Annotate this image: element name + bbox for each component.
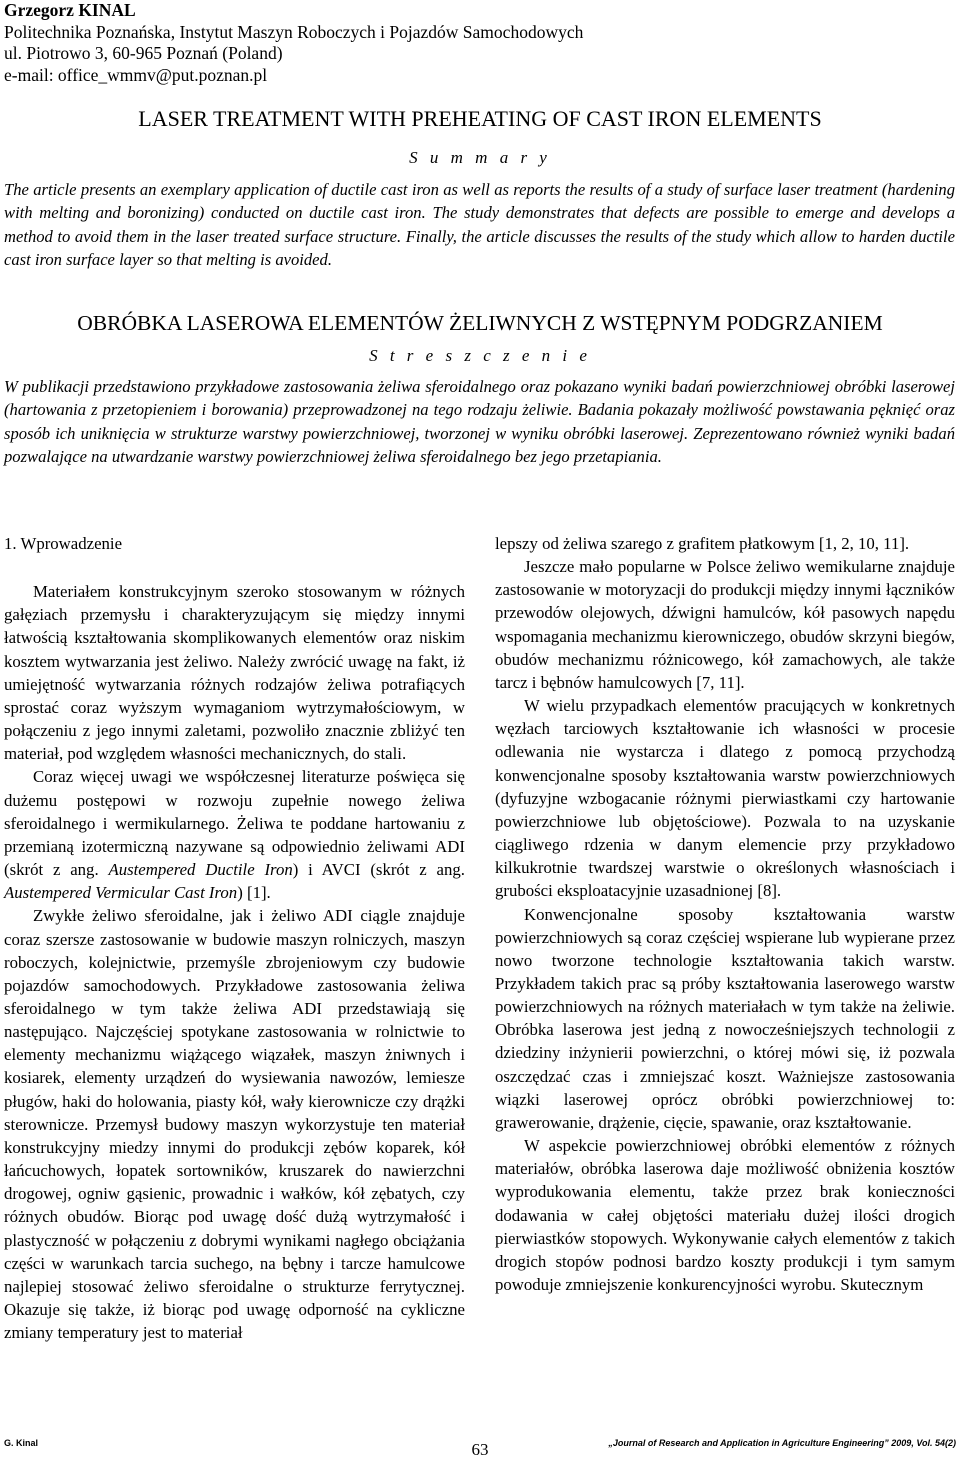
section-heading: 1. Wprowadzenie: [4, 534, 123, 553]
body-paragraph: Jeszcze mało popularne w Polsce żeliwo wemikularne znajduje zastosowanie w motoryzacji do produkcji między innymi łączników przewodów olejowych, dźwigni hamulców, kół pasowych napędu wspomagania mechanizmu kierowniczego, obudów skrzyni biegów, obudów mechanizmu różnicowego, kół zamachowych, ale także tarcz i bębnów hamulcowych [7, 11].: [495, 557, 955, 692]
author-affiliation: Politechnika Poznańska, Instytut Maszyn Roboczych i Pojazdów Samochodowych: [4, 21, 584, 42]
body-paragraph: Konwencjonalne sposoby kształtowania warstw powierzchniowych są coraz częściej wspierane lub wypierane przez nowo tworzone technologie kształtowania takich warstw. Przykładem takich prac są próby kształtowania laserowego warstw powierzchniowych na różnych materiałach w tym także na żeliwie. Obróbka laserowa jest jedną z nowocześniejszych technologii z dziedziny inżynierii powierzchni, o której mówi się, iż pozwala oszczędzać czas i zmniejszać koszt. Ważniejsze zastosowania wiązki laserowej oprócz obróbki powierzchniowej to: grawerowanie, drążenie, cięcie, spawanie, oraz kształtowanie.: [495, 904, 955, 1132]
streszczenie-heading: S t r e s z c z e n i e: [369, 346, 591, 365]
text-span: Coraz więcej uwagi we współczesnej literaturze poświęca się dużemu postępowi w rozwoju zupełnie nowego żeliwa sferoidalnego i wermikularnego. Żeliwa te poddane hartowaniu z przemianą izotermiczną nazywane są odpowiednio żeliwami ADI (skrót z ang.: [4, 767, 465, 880]
author-address: ul. Piotrowo 3, 60-965 Poznań (Poland): [4, 43, 283, 63]
body-paragraph: Zwykłe żeliwo sferoidalne, jak i żeliwo ADI ciągle znajduje coraz szersze zastosowanie w budowie maszyn rolniczych, maszyn roboczych, kolejnictwie, przemyśle zbrojeniowym czy budowie pojazdów samochodowych. Przykładowe zastosowania żeliwa sferoidalnego w tym także żeliwa ADI przedstawiają się następująco. Najczęściej spotykane zastosowania w rolnictwie to elementy mechanizmu wiążącego wiązałek, maszyn żniwnych i kosiarek, elementy urządzeń do wysiewania nawozów, lemiesze pługów, haki do holowania, piasty kół, wały kierownicze czy drążki sterownicze. Przemysł budowy maszyn wykorzystuje ten materiał konstrukcyjny miedzy innymi do produkcji zębów koparek, kół łańcuchowych, łopatek sortowników, kruszarek do nawierzchni drogowej, ogniw gąsienic, prowadnic i wałków, kół zębatych, czy różnych obudów. Biorąc pod uwagę dość dużą wytrzymałość i plastyczność w połączeniu z dobrymi wynikami nagłego obciążania części w warunkach tarcia suchego, na bębny i tarcze hamulcowe najlepiej stosować żeliwo sferoidalne o strukturze ferrytycznej. Okazuje się także, iż biorąc pod uwagę odporność na cykliczne zmiany temperatury jest to materiał: [4, 906, 465, 1343]
term-italic: Austempered Ductile Iron: [108, 860, 293, 880]
body-paragraph: lepszy od żeliwa szarego z grafitem płatkowym [1, 2, 10, 11].: [495, 534, 910, 553]
page-number: 63: [471, 1440, 489, 1459]
paper-title-english: LASER TREATMENT WITH PREHEATING OF CAST IRON ELEMENTS: [138, 106, 822, 131]
footer-author: G. Kinal: [4, 1438, 39, 1448]
body-paragraph: W wielu przypadkach elementów pracujących w konkretnych węzłach tarciowych kształtowanie ich własności w procesie odlewania nie wystarcza i dlatego z pomocą przychodzą konwencjonalne sposoby kształtowania warstw powierzchniowych (dyfuzyjne wzbogacanie różnymi pierwiastkami czy hartowanie powierzchniowe lub objętościowe). Pozwala to na uzyskanie ciągliwego rdzenia w danym elemencie przy przykładowo kilkukrotnie twardszej warstwie o określonych własnościach i grubości eksploatacyjnie uzasadnionej [8].: [495, 696, 955, 901]
author-name: Grzegorz KINAL: [4, 0, 136, 20]
body-paragraph: W aspekcie powierzchniowej obróbki elementów z różnych materiałów, obróbka laserowa daje możliwość obniżenia kosztów wyprodukowania elementu, także przez brak konieczności dodawania w całej objętości materiału dużej ilości drogich pierwiastków stopowych. Wykonywanie całych elementów z takich drogich stopów podnosi bardzo koszty produkcji i tym samym powoduje zmniejszenie konkurencyjności wyrobu. Skutecznym: [495, 1136, 955, 1294]
left-column: [4, 532, 465, 1344]
author-block: [4, 0, 954, 86]
text-span: ) i AVCI (skrót z ang.: [292, 860, 465, 880]
author-email: e-mail: office_wmmv@put.poznan.pl: [4, 64, 268, 85]
footer-journal: „Journal of Research and Application in Agriculture Engineering” 2009, Vol. 54(2): [608, 1438, 956, 1448]
text-span: ) [1].: [237, 883, 271, 903]
body-paragraph: [4, 765, 465, 904]
body-paragraph: Materiałem konstrukcyjnym szeroko stosowanym w różnych gałęziach przemysłu i charakteryzującym się między innymi łatwością kształtowania skomplikowanych elementów oraz niskim kosztem wytwarzania jest żeliwo. Należy zwrócić uwagę na fakt, iż umiejętność wytwarzania różnych rodzajów żeliwa potrafiących sprostać coraz wyższym wymaganiom wytrzymałościowym, w połączeniu z jego innymi zaletami, pozwoliło znacznie zbliżyć ten materiał, pod względem własności mechanicznych, do stali.: [4, 582, 465, 764]
abstract-english: The article presents an exemplary application of ductile cast iron as well as reports the results of a study of surface laser treatment (hardening with melting and boronizing) conducted on ductile cast iron. The study demonstrates that defects are possible to emerge and develops a method to avoid them in the laser treated surface structure. Finally, the article discusses the results of the study which allow to harden ductile cast iron surface layer so that melting is avoided.: [4, 180, 955, 270]
term-italic: Austempered Vermicular Cast Iron: [4, 883, 238, 903]
abstract-polish: W publikacji przedstawiono przykładowe zastosowania żeliwa sferoidalnego oraz pokazano wyniki badań powierzchniowej obróbki laserowej (hartowania z przetopieniem i borowania) przeprowadzonej na tego rodzaju żeliwie. Badania pokazały możliwość powstawania pęknięć oraz sposób ich uniknięcia w strukturze warstwy powierzchniowej, tworzonej w wyniku obróbki laserowej. Zeprezentowano również wyniki badań pozwalające na utwardzanie warstwy powierzchniowej żeliwa sferoidalnego bez jego przetapiania.: [4, 377, 955, 467]
right-column: [495, 532, 955, 1296]
summary-heading: S u m m a r y: [409, 148, 551, 167]
paper-title-polish: OBRÓBKA LASEROWA ELEMENTÓW ŻELIWNYCH Z WSTĘPNYM PODGRZANIEM: [77, 311, 883, 335]
